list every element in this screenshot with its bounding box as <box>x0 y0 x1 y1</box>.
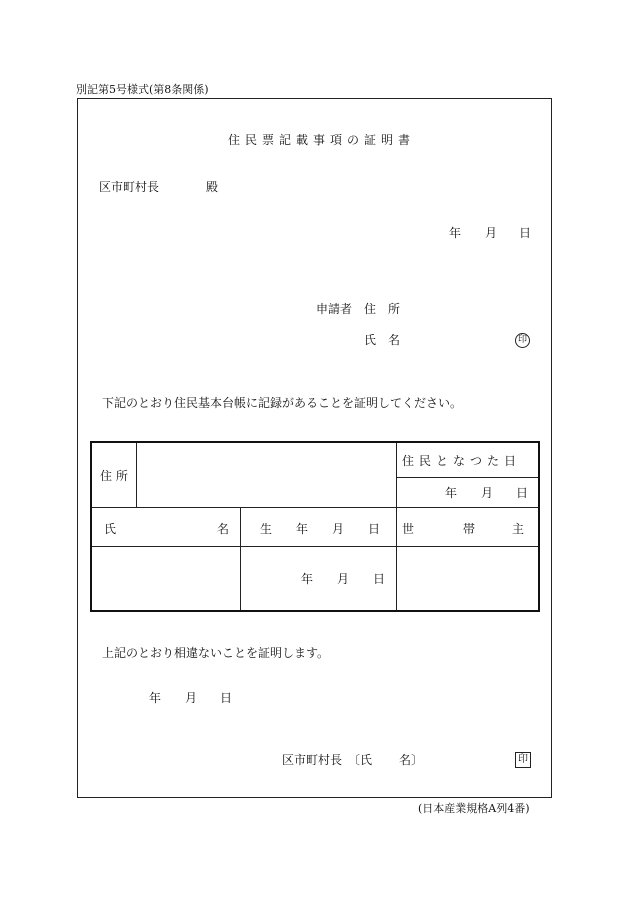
certify-date-year: 年 <box>149 691 162 705</box>
birth-date-year: 年 <box>301 572 314 586</box>
table-rule <box>136 443 137 507</box>
paper-size-note: (日本産業規格A列4番) <box>418 802 530 815</box>
resident-since-month: 月 <box>481 486 494 500</box>
resident-since-year: 年 <box>445 486 458 500</box>
record-table <box>90 441 540 612</box>
certifier-bracket-open: 〔氏 <box>348 753 373 767</box>
birth-label-year: 年 <box>296 522 309 536</box>
table-address-label: 住 所 <box>100 469 128 483</box>
date-day: 日 <box>519 226 532 240</box>
seal-mark-certifier: 印 <box>515 752 531 768</box>
birth-label-month: 月 <box>332 522 345 536</box>
certifier-title: 区市町村長 <box>282 753 343 767</box>
date-month: 月 <box>485 226 498 240</box>
table-rule <box>396 477 538 478</box>
table-rule <box>92 507 538 508</box>
certify-date-day: 日 <box>220 691 233 705</box>
applicant-address-label: 住 所 <box>364 302 401 316</box>
certifier-bracket-close: 名〕 <box>399 753 424 767</box>
birth-label-day: 日 <box>368 522 381 536</box>
table-rule <box>396 443 397 610</box>
birth-label-prefix: 生 <box>260 522 273 536</box>
seal-mark-applicant: 印 <box>515 333 530 348</box>
householder-label-b: 帯 <box>463 522 476 536</box>
birth-date-month: 月 <box>337 572 350 586</box>
birth-date-day: 日 <box>373 572 386 586</box>
resident-since-day: 日 <box>516 486 529 500</box>
honorific: 殿 <box>206 180 219 194</box>
certify-date-month: 月 <box>185 691 198 705</box>
householder-label-c: 主 <box>512 522 525 536</box>
form-number: 別記第5号様式(第8条関係) <box>76 83 209 96</box>
householder-label-a: 世 <box>402 522 415 536</box>
resident-since-label: 住民となつた日 <box>402 454 522 468</box>
addressee: 区市町村長 <box>99 180 160 194</box>
date-year: 年 <box>449 226 462 240</box>
request-text: 下記のとおり住民基本台帳に記録があることを証明してください。 <box>102 396 463 410</box>
name-label-left: 氏 <box>104 522 117 536</box>
table-rule <box>240 507 241 610</box>
applicant-label: 申請者 <box>316 302 353 316</box>
certify-text: 上記のとおり相違ないことを証明します。 <box>102 646 330 660</box>
table-rule <box>92 546 538 547</box>
applicant-name-label: 氏 名 <box>364 333 401 347</box>
name-label-right: 名 <box>217 522 230 536</box>
document-title: 住民票記載事項の証明書 <box>228 133 416 147</box>
